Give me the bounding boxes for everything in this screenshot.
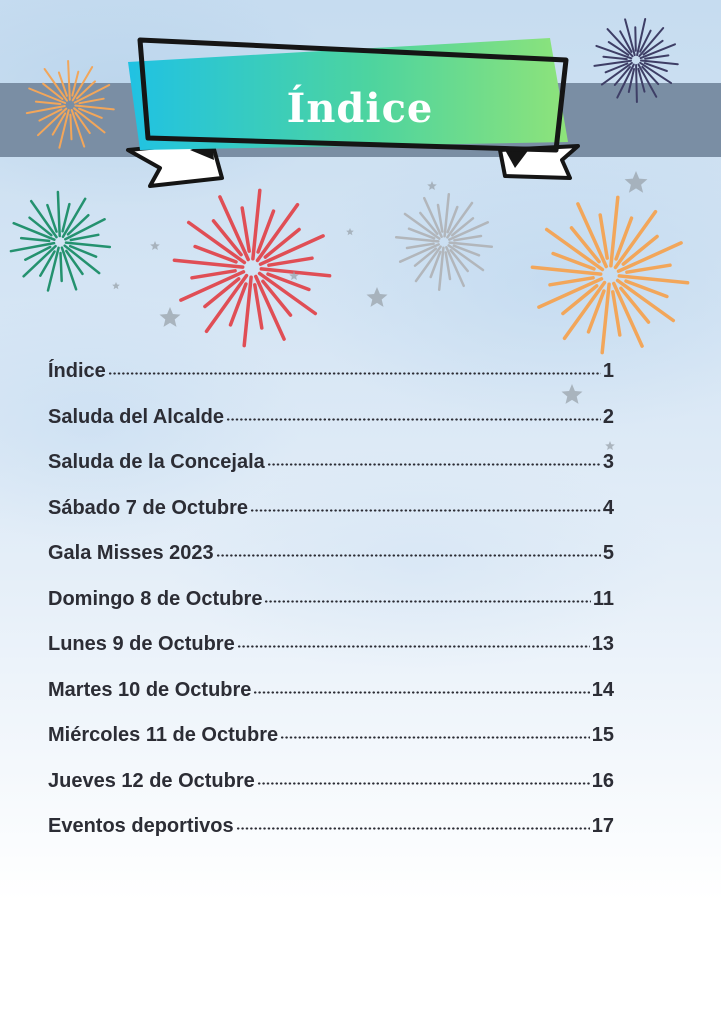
toc-dot-leader (267, 463, 601, 466)
toc-entry-page: 2 (602, 405, 614, 428)
toc-entry[interactable] (48, 360, 614, 406)
table-of-contents (48, 360, 614, 861)
toc-entry-page: 11 (592, 587, 614, 610)
toc-entry-page: 13 (591, 633, 614, 655)
toc-entry[interactable] (48, 497, 614, 543)
toc-entry[interactable] (48, 542, 614, 588)
toc-entry[interactable] (48, 815, 614, 861)
toc-entry-page: 15 (591, 724, 614, 746)
toc-dot-leader (253, 691, 589, 694)
toc-entry-label: Miércoles 11 de Octubre (48, 724, 279, 746)
toc-dot-leader (264, 600, 590, 603)
toc-dot-leader (226, 418, 601, 421)
firework-red-icon (174, 190, 329, 345)
firework-orange-small-icon (27, 61, 114, 148)
toc-entry[interactable] (48, 451, 614, 497)
toc-entry-label: Gala Misses 2023 (48, 542, 214, 564)
toc-dot-leader (216, 554, 601, 557)
toc-dot-leader (237, 645, 590, 648)
toc-entry-page: 5 (602, 542, 614, 564)
toc-entry-label: Lunes 9 de Octubre (48, 633, 235, 655)
firework-green-icon (11, 192, 110, 291)
toc-dot-leader (250, 509, 601, 512)
toc-entry[interactable] (48, 588, 614, 634)
toc-entry[interactable] (48, 724, 614, 770)
toc-dot-leader (257, 782, 590, 785)
toc-entry-page: 14 (591, 678, 614, 701)
firework-orange-large-icon (532, 197, 687, 352)
toc-entry-page: 1 (602, 360, 614, 382)
toc-entry[interactable] (48, 633, 614, 679)
toc-dot-leader (108, 372, 601, 375)
toc-entry[interactable] (48, 406, 614, 452)
toc-entry-page: 3 (602, 451, 614, 473)
firework-navy-icon (594, 19, 677, 102)
toc-entry-label: Eventos deportivos (48, 815, 234, 837)
toc-entry-page: 4 (602, 496, 614, 519)
toc-dot-leader (280, 736, 590, 739)
toc-entry[interactable] (48, 679, 614, 725)
toc-entry-label: Saluda de la Concejala (48, 451, 265, 473)
firework-gray-icon (396, 194, 492, 290)
toc-entry[interactable] (48, 770, 614, 816)
toc-entry-label: Martes 10 de Octubre (48, 678, 252, 701)
toc-entry-label: Sábado 7 de Octubre (48, 496, 249, 519)
toc-entry-page: 16 (591, 769, 614, 792)
toc-entry-page: 17 (591, 815, 614, 837)
toc-entry-label: Índice (48, 360, 106, 382)
toc-entry-label: Saluda del Alcalde (48, 405, 224, 428)
toc-entry-label: Domingo 8 de Octubre (48, 587, 263, 610)
toc-dot-leader (236, 827, 590, 830)
toc-entry-label: Jueves 12 de Octubre (48, 769, 255, 792)
page-title: Índice (286, 85, 434, 132)
